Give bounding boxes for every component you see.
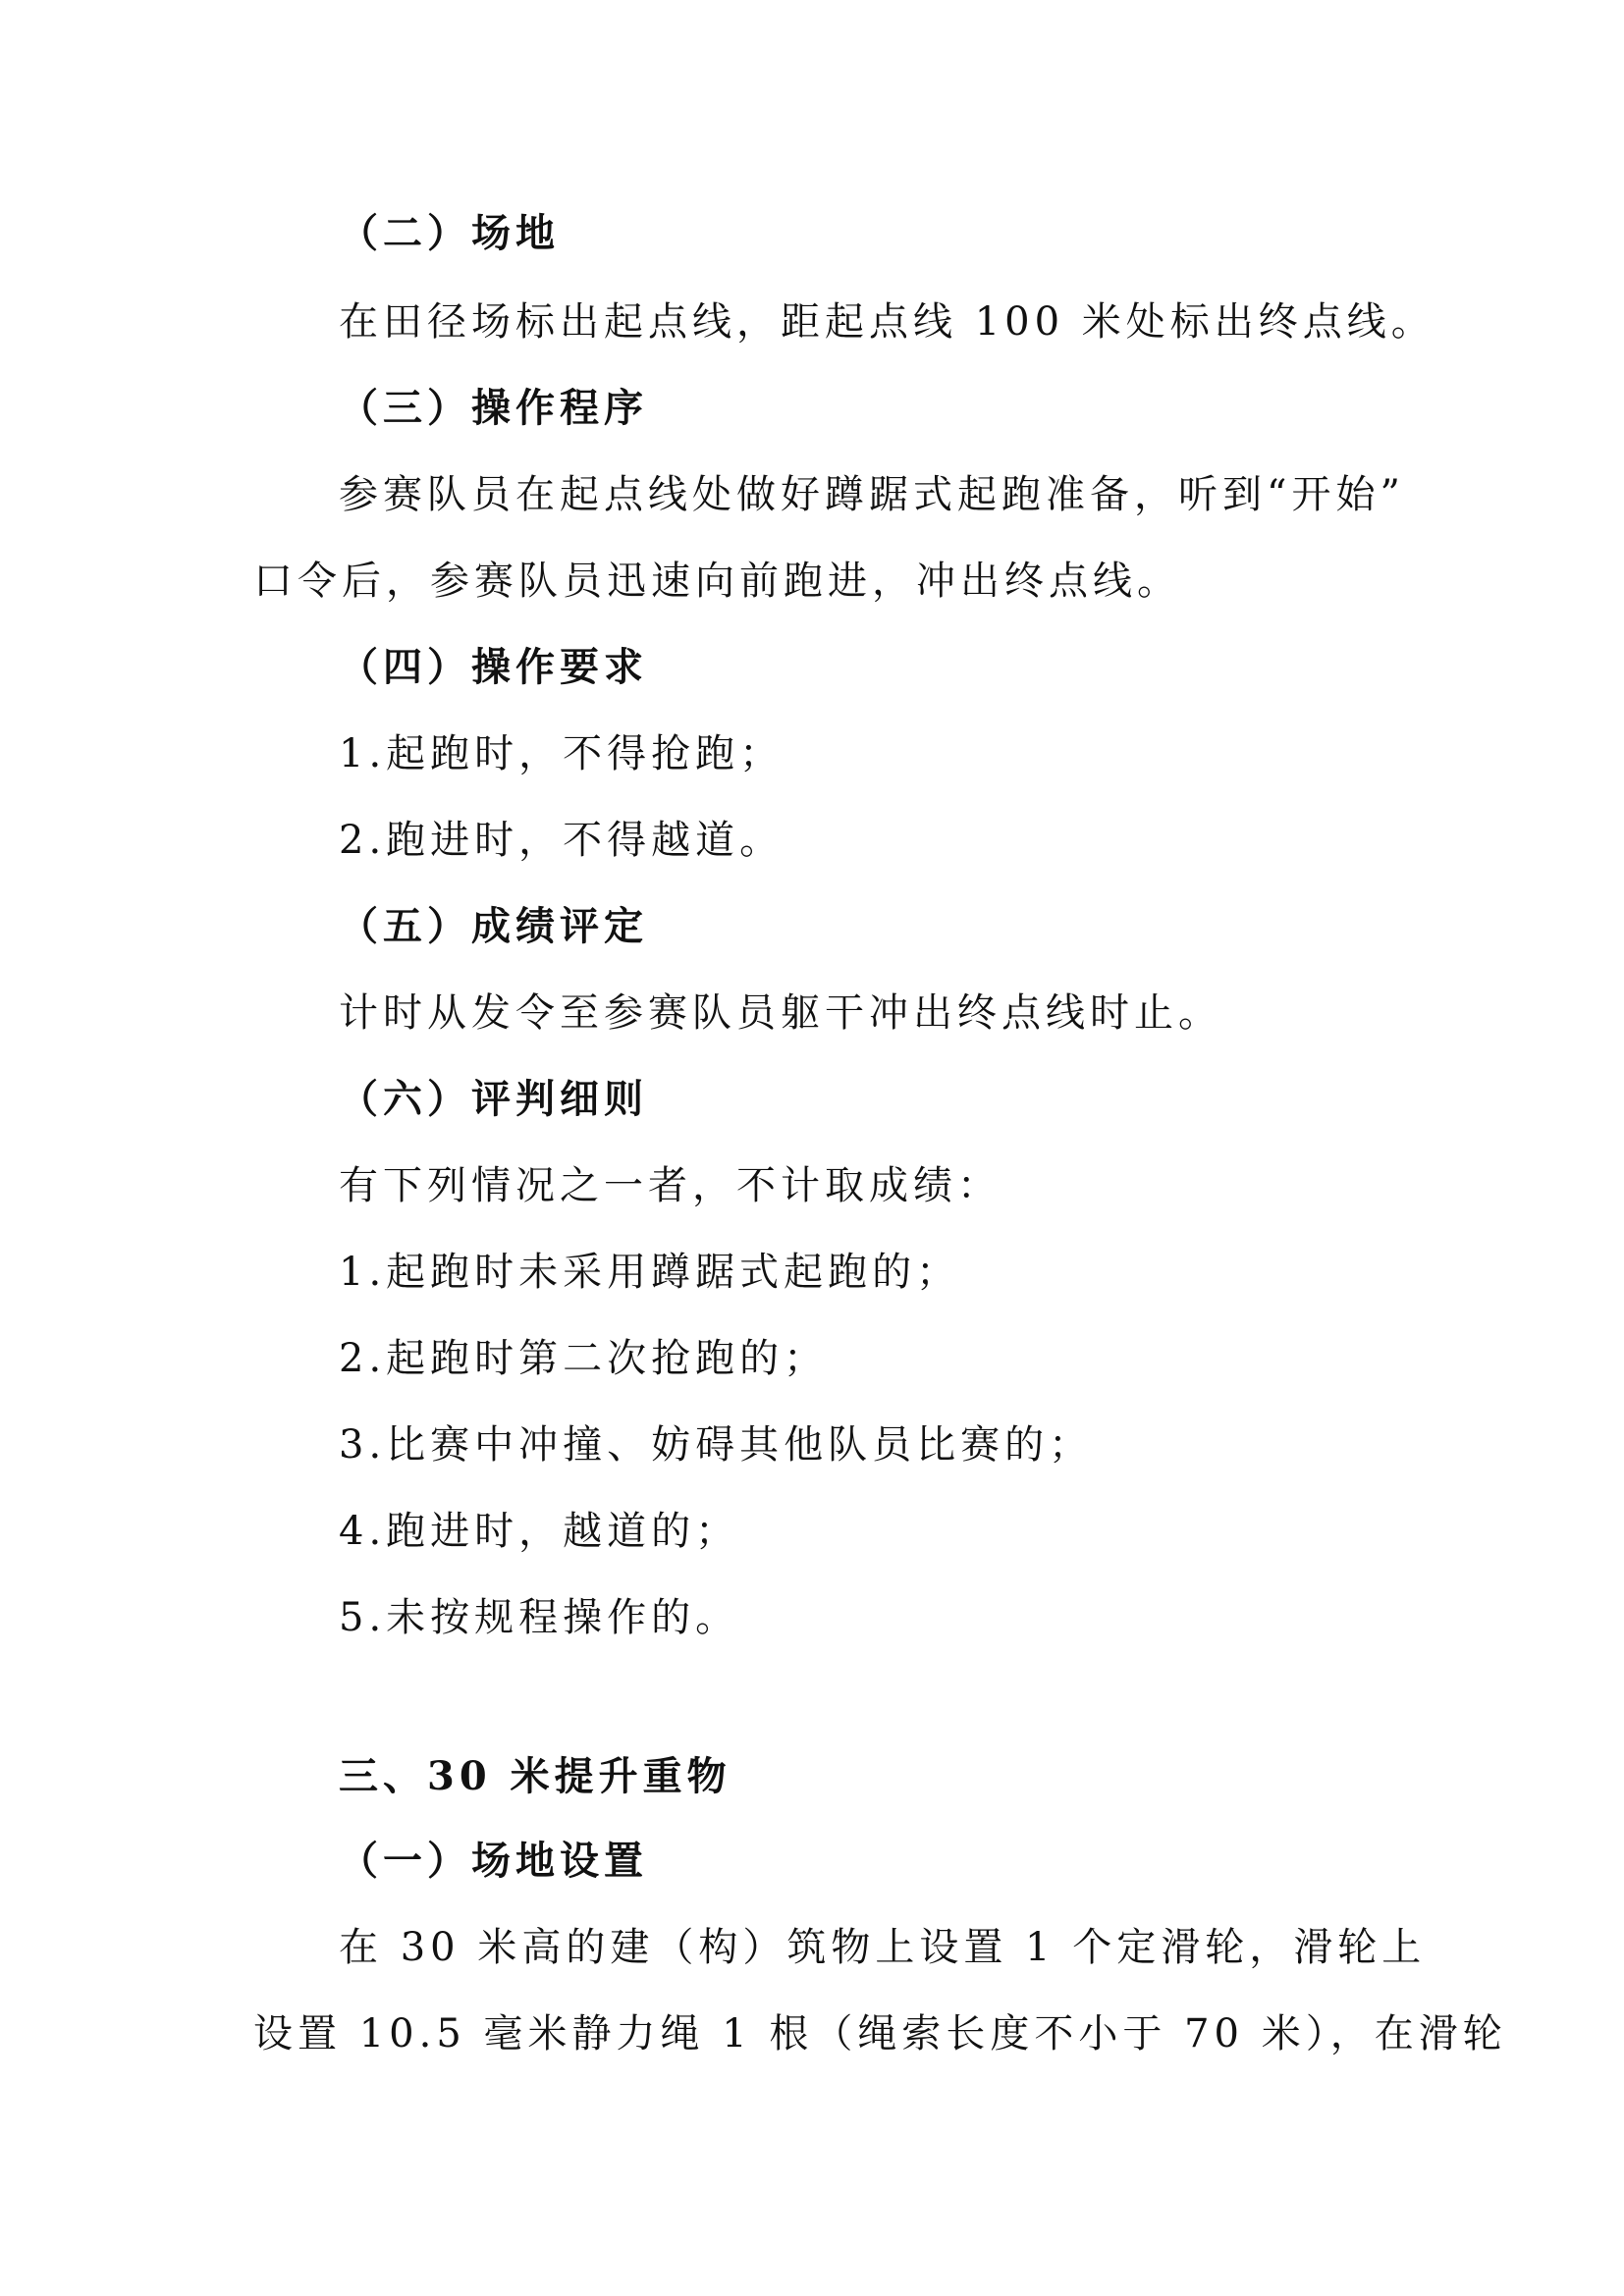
paragraph-procedure-line-1: 参赛队员在起点线处做好蹲踞式起跑准备，听到“开始” — [339, 472, 1405, 517]
paragraph-site-setup-line-1: 在 30 米高的建（构）筑物上设置 1 个定滑轮，滑轮上 — [339, 1925, 1427, 1970]
section-heading-site-setup: （一）场地设置 — [339, 1838, 648, 1884]
section-heading-requirements: （四）操作要求 — [339, 644, 648, 690]
requirement-item-1: 1.起跑时，不得抢跑； — [339, 731, 785, 776]
judging-item-2: 2.起跑时第二次抢跑的； — [339, 1336, 829, 1381]
paragraph-procedure-line-2: 口令后，参赛队员迅速向前跑进，冲出终点线。 — [253, 559, 1181, 604]
section-heading-procedure: （三）操作程序 — [339, 385, 648, 431]
major-heading-30m-lift: 三、30 米提升重物 — [339, 1753, 731, 1799]
judging-item-1: 1.起跑时未采用蹲踞式起跑的； — [339, 1250, 961, 1295]
paragraph-judging-intro: 有下列情况之一者，不计取成绩： — [339, 1163, 1001, 1208]
paragraph-site-setup-line-2: 设置 10.5 毫米静力绳 1 根（绳索长度不小于 70 米），在滑轮 — [253, 2011, 1507, 2056]
judging-item-4: 4.跑进时，越道的； — [339, 1509, 740, 1554]
section-heading-venue: （二）场地 — [339, 210, 560, 256]
paragraph-venue: 在田径场标出起点线，距起点线 100 米处标出终点线。 — [339, 299, 1435, 345]
judging-item-3: 3.比赛中冲撞、妨碍其他队员比赛的； — [339, 1422, 1094, 1468]
requirement-item-2: 2.跑进时，不得越道。 — [339, 818, 785, 863]
section-heading-judging-rules: （六）评判细则 — [339, 1076, 648, 1122]
judging-item-5: 5.未按规程操作的。 — [339, 1595, 740, 1640]
paragraph-scoring: 计时从发令至参赛队员躯干冲出终点线时止。 — [339, 990, 1222, 1036]
section-heading-scoring: （五）成绩评定 — [339, 903, 648, 949]
